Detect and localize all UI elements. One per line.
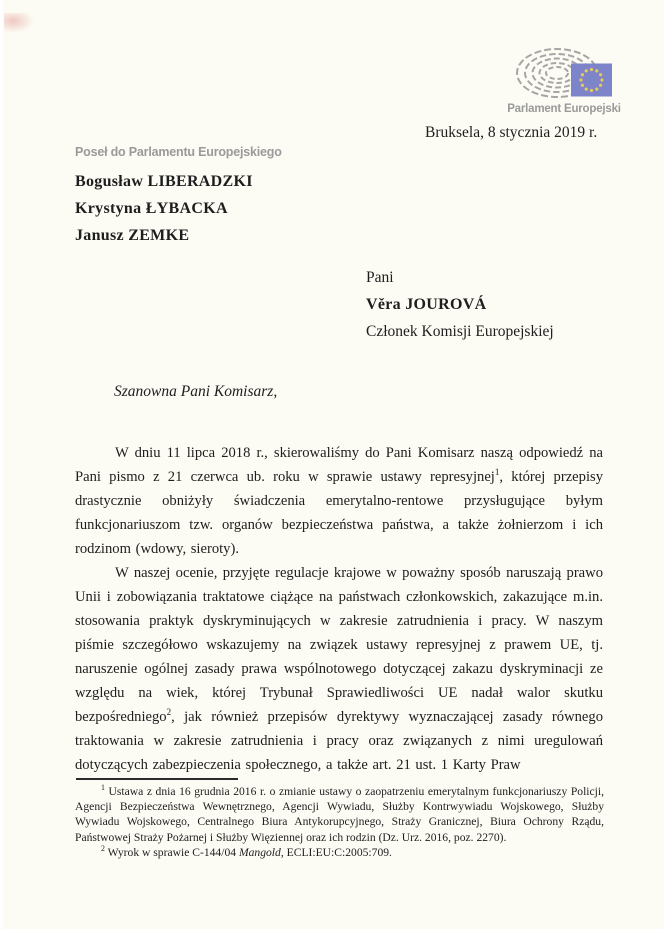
sender-role: Poseł do Parlamentu Europejskiego [75, 145, 282, 159]
eu-parliament-logo [511, 43, 615, 103]
scan-edge-bottom [0, 929, 664, 939]
footnote-marker: 1 [494, 467, 500, 478]
sender-name: Krystyna ŁYBACKA [75, 200, 228, 217]
recipient-salutation: Pani [366, 269, 394, 286]
letter-greeting: Szanowna Pani Komisarz, [114, 383, 278, 400]
footnote-marker: 2 [101, 843, 105, 853]
footnotes [75, 784, 604, 860]
footnote: $^2$ Wyrok w sprawie C-144/04 Mangold, ECLI:EU:C:2005:709. [101, 843, 392, 859]
sender-name: Janusz ZEMKE [75, 227, 190, 244]
recipient-title: Członek Komisji Europejskiej [366, 323, 554, 340]
footnote: $^1$ Ustawa z dnia 16 grudnia 2016 r. o zmianie ustawy o zaopatrzeniu emerytalnym funkcjonariuszy Policji, Agencji Bezpieczeństwa Wewnętrznego, Agencji Wywiadu, Służby Kontrwywiadu Wojskowego, Służby Wywiadu Wojskowego, Centralnego Biura Antykorupcyjnego, Straży Granicznej, Biura Ochrony Rządu, Państwowej Straży Pożarnej i Służby Więziennej oraz ich rodzin (Dz. Urz. 2016, poz. 2270). [75, 783, 604, 844]
eu-flag-icon [571, 64, 612, 97]
scan-edge-left [0, 0, 3, 939]
scan-artifact-smudge [4, 13, 34, 33]
recipient-name: Věra JOUROVÁ [366, 296, 487, 313]
letter-date: Bruksela, 8 stycznia 2019 r. [425, 124, 598, 141]
footnote-separator [76, 778, 238, 780]
footnote-marker: 2 [166, 707, 172, 718]
body-paragraph: W naszej ocenie, przyjęte regulacje krajowe w poważny sposób naruszają prawo Unii i zobowiązania traktatowe ciążące na państwach członkowskich, zakazujące m.in. stosowania praktyk dyskryminujących w zakresie zatrudnienia i pracy. W naszym piśmie szczegółowo wskazujemy na związek ustawy represyjnej z prawem UE, tj. naruszenie ogólnej zasady prawa wspólnotowego dotyczącej zakazu dyskryminacji ze względu na wiek, której Trybunał Sprawiedliwości UE nadał walor skutku bezpośredniego$^2$, jak również przepisów dyrektywy wyznaczającej zasady równego traktowania w zakresie zatrudnienia i pracy oraz związanych z nimi uregulowań dotyczących zabezpieczenia społecznego, a także art. 21 ust. 1 Karty Praw [75, 565, 603, 773]
logo-caption: Parlament Europejski [507, 103, 621, 115]
letter-body [75, 441, 603, 777]
recipient-block [366, 264, 554, 345]
footnote-marker: 1 [101, 783, 105, 793]
sender-name: Bogusław LIBERADZKI [75, 173, 253, 190]
sender-names [75, 168, 253, 249]
body-paragraph: W dniu 11 lipca 2018 r., skierowaliśmy do Pani Komisarz naszą odpowiedź na Pani pismo z 21 czerwca ub. roku w sprawie ustawy represyjnej$^1$, której przepisy drastycznie obniżyły świadczenia emerytalno-rentowe przysługujące byłym funkcjonariuszom tzw. organów bezpieczeństwa państwa, a także żołnierzom i ich rodzinom (wdowy, sieroty). [75, 445, 603, 557]
